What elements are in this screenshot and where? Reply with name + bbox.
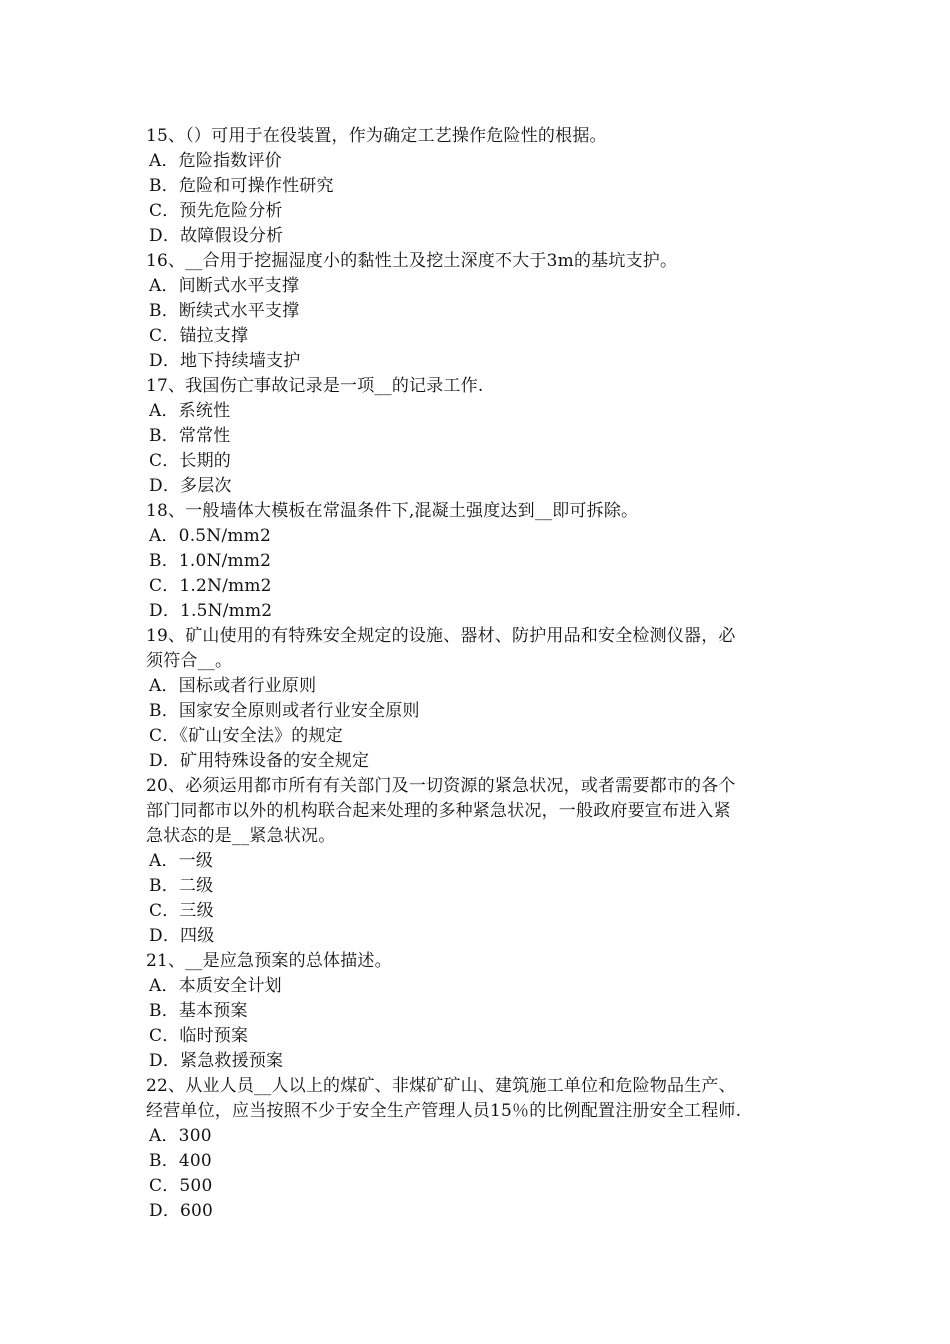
option-d: D．1.5N/mm2 — [149, 601, 273, 621]
question-text: 17、我国伤亡事故记录是一项__的记录工作. — [146, 376, 484, 396]
option-b: B．断续式水平支撑 — [149, 301, 300, 321]
question-text: 22、从业人员__人以上的煤矿、非煤矿矿山、建筑施工单位和危险物品生产、 — [146, 1076, 736, 1096]
question-18 — [146, 499, 810, 624]
option-a: A．300 — [149, 1126, 212, 1146]
option-b: B．危险和可操作性研究 — [149, 176, 334, 196]
option-a: A．系统性 — [149, 401, 231, 421]
option-b: B．二级 — [149, 876, 214, 896]
option-b: B．常常性 — [149, 426, 231, 446]
option-d: D．多层次 — [149, 476, 232, 496]
question-text-continued: 经营单位，应当按照不少于安全生产管理人员15％的比例配置注册安全工程师. — [146, 1101, 742, 1121]
question-16 — [146, 249, 810, 374]
question-text: 19、矿山使用的有特殊安全规定的设施、器材、防护用品和安全检测仪器，必 — [146, 626, 736, 646]
question-20 — [146, 774, 810, 949]
option-c: C．锚拉支撑 — [149, 326, 249, 346]
question-text: 16、__合用于挖掘湿度小的黏性土及挖土深度不大于3m的基坑支护。 — [146, 251, 678, 271]
question-text: 20、必须运用都市所有有关部门及一切资源的紧急状况，或者需要都市的各个 — [146, 776, 736, 796]
option-c: C．三级 — [149, 901, 214, 921]
option-c: C．预先危险分析 — [149, 201, 283, 221]
option-a: A．国标或者行业原则 — [149, 676, 317, 696]
question-text: 15、（）可用于在役装置，作为确定工艺操作危险性的根据。 — [146, 126, 607, 146]
option-d: D．故障假设分析 — [149, 226, 284, 246]
option-d: D．四级 — [149, 926, 215, 946]
option-a: A．本质安全计划 — [149, 976, 282, 996]
option-b: B．400 — [149, 1151, 212, 1171]
option-c: C．长期的 — [149, 451, 232, 471]
option-b: B．基本预案 — [149, 1001, 248, 1021]
option-c: C．临时预案 — [149, 1026, 249, 1046]
option-a: A．危险指数评价 — [149, 151, 282, 171]
question-22 — [146, 1074, 810, 1224]
option-a: A．0.5N/mm2 — [149, 526, 271, 546]
option-c: C．1.2N/mm2 — [149, 576, 272, 596]
question-text: 21、__是应急预案的总体描述。 — [146, 951, 392, 971]
question-19 — [146, 624, 810, 774]
option-a: A．间断式水平支撑 — [149, 276, 300, 296]
option-c: C．500 — [149, 1176, 213, 1196]
question-text-continued: 急状态的是__紧急状况。 — [146, 826, 336, 846]
option-d: D．地下持续墙支护 — [149, 351, 301, 371]
option-d: D．600 — [149, 1201, 214, 1221]
question-21 — [146, 949, 810, 1074]
question-text-continued: 须符合__。 — [146, 651, 233, 671]
option-a: A．一级 — [149, 851, 214, 871]
option-c: C．《矿山安全法》的规定 — [149, 726, 343, 746]
option-d: D．紧急救援预案 — [149, 1051, 284, 1071]
question-17 — [146, 374, 810, 499]
question-text: 18、一般墙体大模板在常温条件下,混凝土强度达到__即可拆除。 — [146, 501, 639, 521]
option-d: D．矿用特殊设备的安全规定 — [149, 751, 370, 771]
option-b: B．国家安全原则或者行业安全原则 — [149, 701, 420, 721]
question-text-continued: 部门同都市以外的机构联合起来处理的多种紧急状况，一般政府要宣布进入紧 — [146, 801, 731, 821]
option-b: B．1.0N/mm2 — [149, 551, 272, 571]
question-15 — [146, 124, 810, 249]
question-list — [146, 124, 810, 1224]
